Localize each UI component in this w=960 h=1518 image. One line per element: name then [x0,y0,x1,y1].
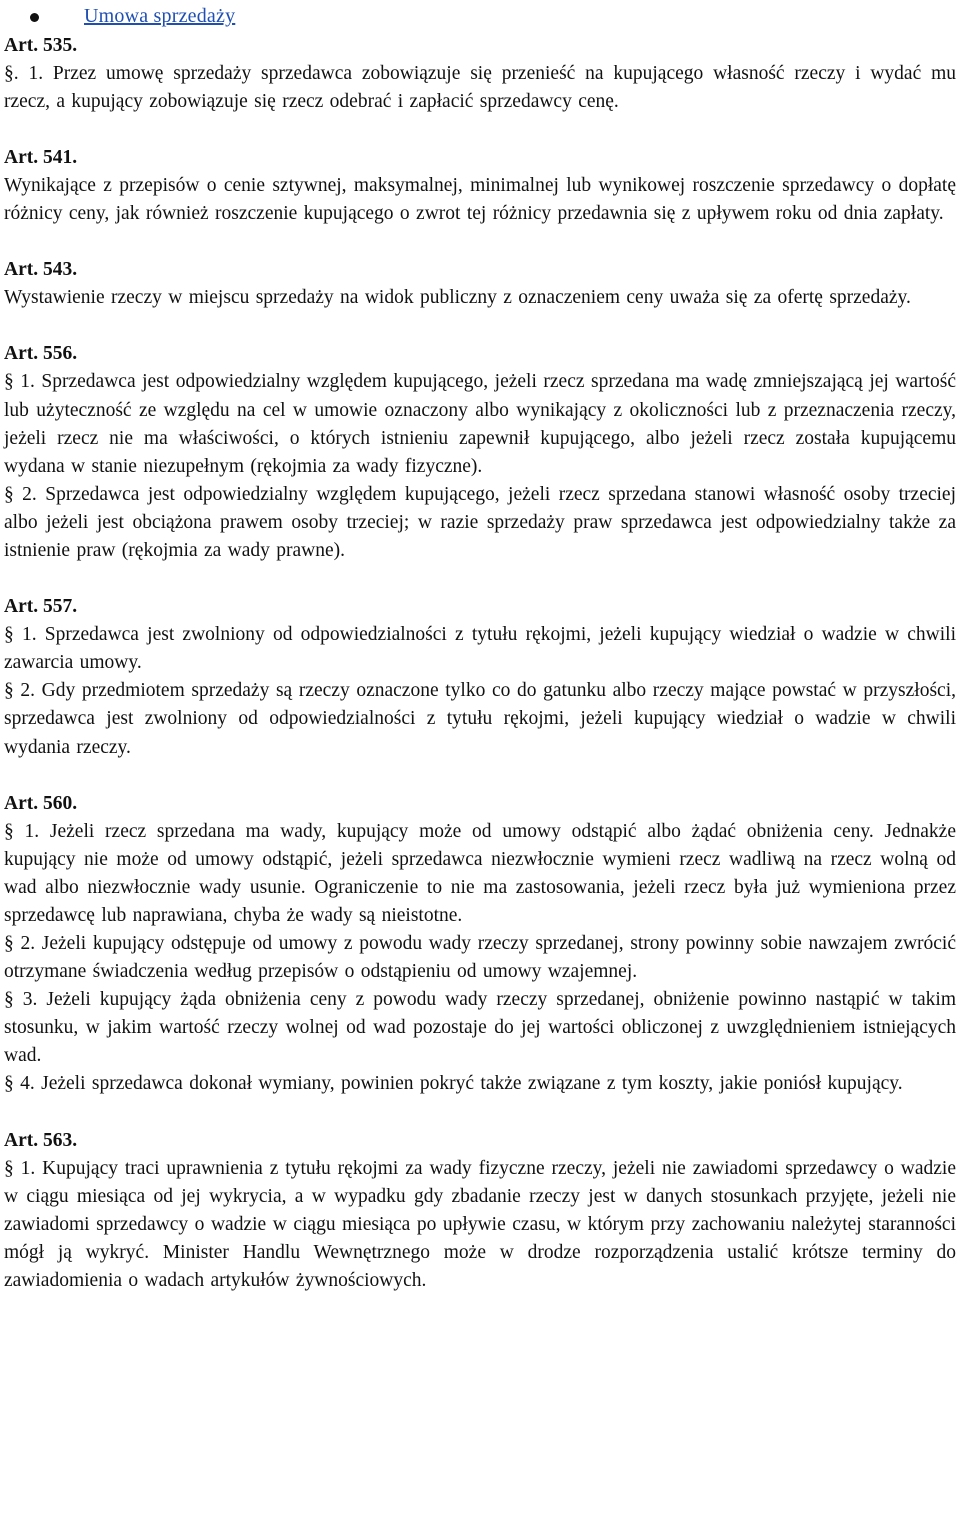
article-paragraph: §. 1. Przez umowę sprzedaży sprzedawca zobowiązuje się przenieść na kupującego własność rzeczy i wydać mu rzecz, a kupujący zobowiązuje się rzecz odebrać i zapłacić sprzedawcy cenę. [4,63,956,113]
article-title: Art. 541. [4,147,78,169]
article-paragraph: § 1. Sprzedawca jest zwolniony od odpowiedzialności z tytułu rękojmi, jeżeli kupujący wiedział o wadzie w chwili zawarcia umowy. [4,624,956,674]
article-section [4,1127,956,1295]
bullet-list-item [4,0,956,32]
bullet-icon [30,13,39,22]
article-title: Art. 557. [4,596,78,618]
article-section [4,144,956,228]
article-title: Art. 560. [4,792,78,814]
article-section [4,32,956,116]
articles-container [4,32,956,1295]
article-paragraph: § 2. Gdy przedmiotem sprzedaży są rzeczy oznaczone tylko co do gatunku albo rzeczy mające powstać w przyszłości, sprzedawca jest zwolniony od odpowiedzialności z tytułu rękojmi, jeżeli kupujący wiedział o wadzie w chwili wydania rzeczy. [4,680,956,758]
article-section [4,340,956,565]
article-paragraph: Wynikające z przepisów o cenie sztywnej, maksymalnej, minimalnej lub wynikowej roszczenie sprzedawcy o dopłatę różnicy ceny, jak również roszczenie kupującego o zwrot tej różnicy przedawnia się z upływem roku od dnia zapłaty. [4,175,956,225]
article-title: Art. 563. [4,1129,78,1151]
article-paragraph: § 1. Jeżeli rzecz sprzedana ma wady, kupujący może od umowy odstąpić albo żądać obniżenia ceny. Jednakże kupujący nie może od umowy odstąpić, jeżeli sprzedawca niezwłocznie wymieni rzecz wadliwą na rzecz wolną od wad albo niezwłocznie wady usunie. Ograniczenie to nie ma zastosowania, jeżeli rzecz była już wymieniona przez sprzedawcę lub naprawiana, chyba że wady są nieistotne. [4,820,956,926]
article-paragraph: § 3. Jeżeli kupujący żąda obniżenia ceny z powodu wady rzeczy sprzedanej, obniżenie powinno nastąpić w takim stosunku, w jakim wartość rzeczy wolnej od wad pozostaje do jej wartości obliczonej z uwzględnieniem istniejących wad. [4,989,956,1067]
article-section [4,593,956,761]
article-title: Art. 535. [4,35,78,56]
article-title: Art. 556. [4,343,78,365]
article-section [4,790,956,1099]
article-paragraph: § 4. Jeżeli sprzedawca dokonał wymiany, powinien pokryć także związane z tym koszty, jakie poniósł kupujący. [4,1073,903,1095]
umowa-sprzedazy-link[interactable]: Umowa sprzedaży [84,5,236,27]
article-section [4,256,956,312]
article-title: Art. 543. [4,259,78,281]
article-paragraph: § 1. Kupujący traci uprawnienia z tytułu rękojmi za wady fizyczne rzeczy, jeżeli nie zawiadomi sprzedawcy o wadzie w ciągu miesiąca od jej wykrycia, a w wypadku gdy zbadanie rzeczy jest w danych stosunkach przyjęte, jeżeli nie zawiadomi sprzedawcy o wadzie w ciągu miesiąca po upływie czasu, w którym przy zachowaniu należytej staranności mógł ją wykryć. Minister Handlu Wewnętrznego może w drodze rozporządzenia ustalić krótsze terminy do zawiadomienia o wadach artykułów żywnościowych. [4,1157,956,1291]
article-paragraph: § 1. Sprzedawca jest odpowiedzialny względem kupującego, jeżeli rzecz sprzedana ma wadę zmniejszającą jej wartość lub użyteczność ze względu na cel w umowie oznaczony albo wynikający z okoliczności lub z przeznaczenia rzeczy, jeżeli rzecz nie ma właściwości, o których istnieniu zapewnił kupującego, albo jeżeli rzecz została kupującemu wydana w stanie niezupełnym (rękojmia za wady fizyczne). [4,371,956,477]
article-paragraph: § 2. Jeżeli kupujący odstępuje od umowy z powodu wady rzeczy sprzedanej, strony powinny sobie nawzajem zwrócić otrzymane świadczenia według przepisów o odstąpieniu od umowy wzajemnej. [4,932,956,983]
article-paragraph: § 2. Sprzedawca jest odpowiedzialny względem kupującego, jeżeli rzecz sprzedana stanowi własność osoby trzeciej albo jeżeli jest obciążona prawem osoby trzeciej; w razie sprzedaży praw sprzedawca jest odpowiedzialny także za istnienie praw (rękojmia za wady prawne). [4,483,956,562]
article-paragraph: Wystawienie rzeczy w miejscu sprzedaży na widok publiczny z oznaczeniem ceny uważa się za ofertę sprzedaży. [4,287,911,309]
